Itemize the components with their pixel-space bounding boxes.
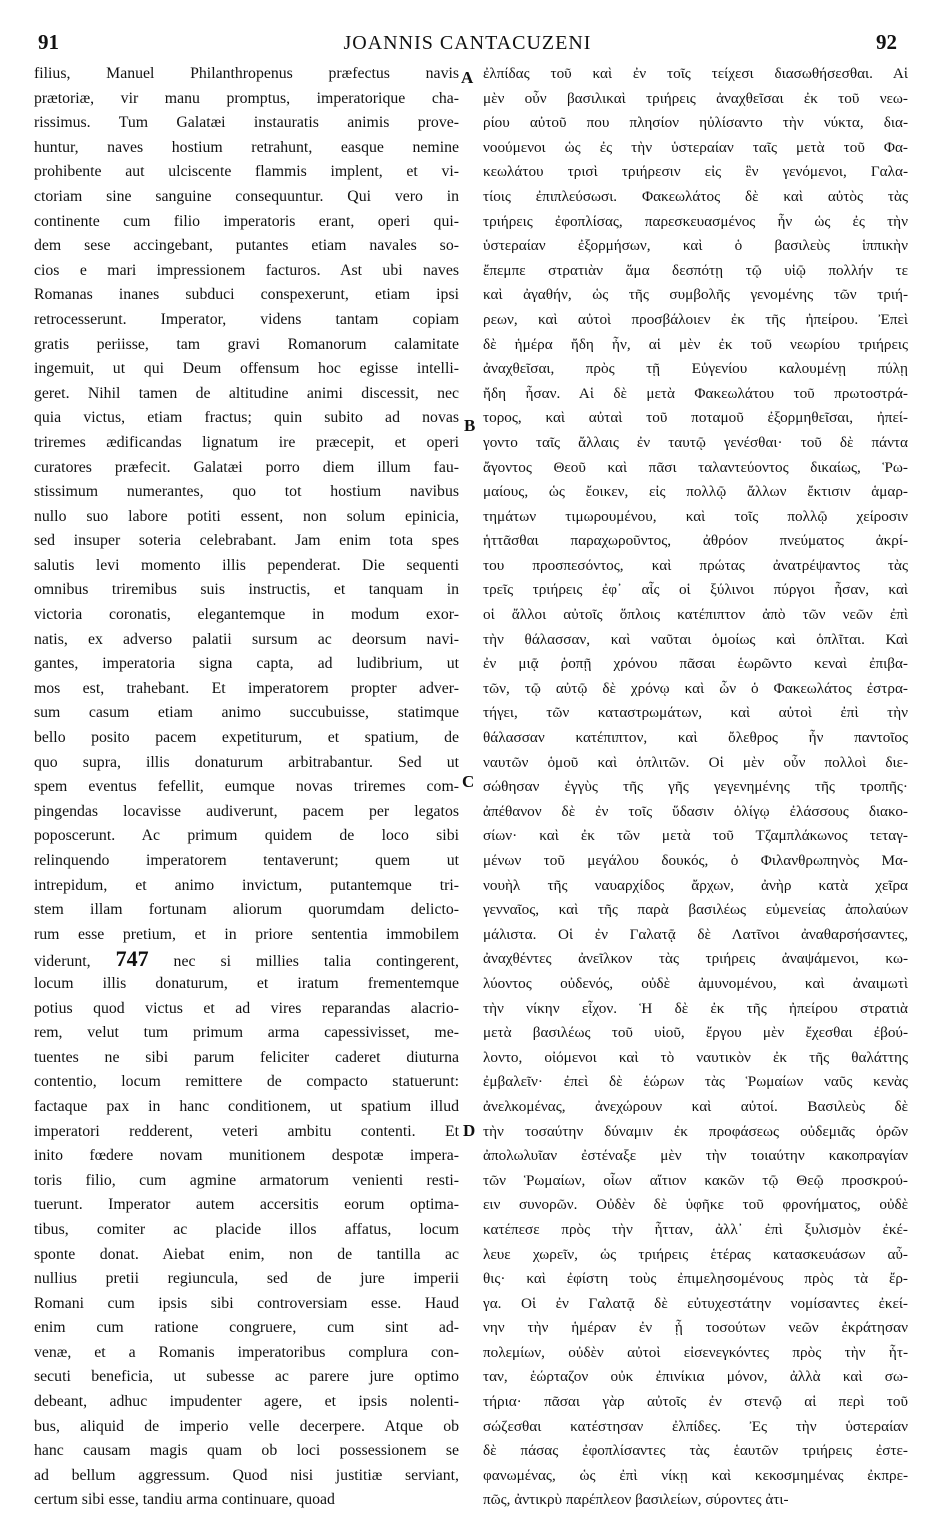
greek-text-line: τήγει, τῶν καταστρωμάτων, καὶ αὐτοὶ ἐπὶ τὴν [483,704,908,722]
greek-text-line: ειν συνορῶν. Οὐδὲν δὲ ὑφῆκε τοῦ φρονήματος, οὐδὲ [483,1196,908,1214]
latin-text-line: natis, ex adverso palatii sursum ac deorsum navi- [34,630,459,648]
latin-text-line: inito fœdere novam munitionem despotæ impera- [34,1147,459,1165]
latin-text-line: poposcerunt. Ac primum quidem de loco sibi [34,827,459,845]
latin-text-line: continente cum filio imperatoris erant, operi qui- [34,212,459,230]
greek-text-line: ἐλπίδας τοῦ καὶ ἐν τοῖς τείχεσι διασωθήσεσθαι. Αἱ [483,65,908,82]
latin-text-line: dem sese accingebant, putantes etiam navales so- [34,237,459,255]
greek-text-line: μετὰ βασιλέως τοῦ υἱοῦ, ἔργου μὲν ἔχεσθαι ἐβού- [483,1024,908,1042]
latin-text-line: viderunt, 747 nec si millies talia contingerent, [34,947,459,972]
latin-text-line: gratis periisse, tam gravi Romanorum calamitate [34,335,459,353]
greek-text-line: δὲ πάσας ἐφοπλίσαντες τὰς ἑαυτῶν τριήρεις ἐστε- [483,1442,908,1460]
latin-text-line: tuentes ne sibi parum feliciter caderet diuturna [34,1048,459,1066]
running-header [30,30,905,60]
greek-text-line: λοντο, οἰόμενοι καὶ τὸ ναυτικὸν ἐκ τῆς θαλάττης [483,1048,908,1066]
latin-text-line: sed insuper soteria celebrabant. Jam enim tota spes [34,532,459,550]
greek-column [483,62,908,1513]
latin-text-line: rissimus. Tum Galatæi instauratis animis prove- [34,114,459,132]
page-number-left: 91 [38,30,59,54]
greek-text-line: ἀπολωλυῖαν ἐστέναξε μὲν τὴν τοιαύτην κακοπραγίαν [483,1147,908,1165]
latin-text-line: sponte donat. Aiebat enim, non de tantilla ac [34,1245,459,1263]
greek-text-line: του προσπεσόντος, καὶ πρώτας ἀνατρέψαντος τὰς [483,556,908,574]
greek-text-line: λύοντος οὐδενός, οὐδὲ ἀμυνομένου, καὶ ἀναιμωτὶ [483,974,908,992]
greek-text-line: νουὴλ τῆς ναυαρχίδος ἄρχων, ἀνὴρ κατὰ χεῖρα [483,876,908,894]
latin-text-line: prohibente aut ulciscente flammis implent, et vi- [34,163,459,181]
greek-text-line: ἤδη ἦσαν. Αἱ δὲ μετὰ Φακεωλάτου τοῦ πρωτοστρά- [483,384,908,402]
margin-marker-c: C [462,772,475,791]
latin-text-line: factaque pax in hanc conditionem, ut spatium illud [34,1097,459,1115]
greek-text-line: τορος, καὶ αὐταὶ τοῦ ποταμοῦ ἐξορμηθεῖσαι, ἠπεί- [483,409,908,427]
greek-text-line: σίων· καὶ ἐκ τῶν μετὰ τοῦ Τζαμπλάκωνος τεταγ- [483,827,908,845]
greek-text-line: τῶν Ῥωμαίων, οἷων αἴτιον κακῶν τῷ Θεῷ προσκρού- [483,1171,908,1189]
latin-text-line: hanc causam magis quam ob loci possessionem se [34,1442,459,1460]
greek-text-line: τίοις ἐπιπλεύσωσι. Φακεωλάτος δὲ καὶ αὐτὸς τὰς [483,187,908,205]
latin-text-line: cios e mari impressionem facturos. Ast ubi naves [34,261,459,279]
greek-text-line: μαίους, ὡς ἔοικεν, εἰς πολλῷ ἄλλων ἔκτισιν ἁμαρ- [483,483,908,501]
greek-text-line: θις· καὶ ἐφίστη τοὺς ἐπιμελησομένους πρὸς τὰ ἔρ- [483,1270,908,1288]
greek-text-line: θάλασσαν κατέπιπτον, καὶ ὄλεθρος ἦν παντοῖος [483,729,908,747]
latin-text-line: tibus, comiter ac placide illos affatus, locum [34,1220,459,1238]
latin-text-line: gantes, imperatoria signa capta, ad ludibrium, ut [34,655,459,673]
latin-text-line: sum casum etiam animo succubuisse, statimque [34,704,459,722]
latin-text-line: ad bellum aggressum. Quod nisi justitiæ serviant, [34,1466,459,1484]
margin-marker-a: A [461,68,474,87]
latin-text-line: curatores præfecit. Galatæi porro diem illum fau- [34,458,459,476]
greek-text-line: οἱ ἄλλοι αὐτοῖς ὅπλοις κατέπιπτον ἀπὸ τῶν νεῶν ἐπὶ [483,606,908,624]
latin-text-line: rum esse pretium, et in priore sententia immobilem [34,925,459,943]
greek-text-line: πολεμίων, οὐδὲν αὐτοὶ εἰσενεγκόντες πρὸς τὴν ἧτ- [483,1343,908,1361]
latin-text-line: nullo suo labore potiti essent, non solum epinicia, [34,507,459,525]
latin-text-line: venæ, et a Romanis imperatoribus complura con- [34,1343,459,1361]
latin-text-line: ctoriam sine sanguine consequuntur. Qui vero in [34,187,459,205]
latin-text-line: rem, velut tum primum arma capessivisset, me- [34,1024,459,1042]
latin-text-line: intrepidum, et animo invictum, putantemque tri- [34,876,459,894]
greek-text-line: ἀναχθέντες ἀνεῖλκον τὰς τριήρεις ἀναψάμενοι, κω- [483,950,908,968]
greek-text-line: ἄγοντος Θεοῦ καὶ πᾶσι ταλαντεύοντος δικαίως, Ῥω- [483,458,908,476]
greek-text-line: τρεῖς τριήρεις ἐφ᾿ αἷς οἱ ξύλινοι πύργοι ἦσαν, καὶ [483,581,908,599]
margin-marker-d: D [463,1121,476,1140]
greek-text-line: σώθησαν ἐγγὺς τῆς γῆς γεγενημένης τῆς τροπῆς· [483,778,908,796]
latin-text-line: mos est, trahebant. Et imperatorem propter adver- [34,679,459,697]
greek-text-line: μένων τοῦ μεγάλου δουκός, ὁ Φιλανθρωπηνὸς Μα- [483,852,908,869]
greek-text-line: τὴν νίκην εἶχον. Ἡ δὲ ἐκ τῆς ἠπείρου στρατιὰ [483,999,908,1017]
latin-text-line: debeant, adhuc impudenter agere, et ipsis nolenti- [34,1393,459,1411]
greek-text-line: ταν, ἑώρταζον οὐκ ἐπινίκια μόνον, ἀλλὰ καὶ σω- [483,1368,908,1386]
latin-text-line: certum sibi esse, tandiu arma continuare, quoad [34,1491,335,1509]
greek-text-line: κατέπεσε πρὸς τὴν ἧτταν, ἀλλ᾿ ἐπὶ ξυλισμὸν ἐκέ- [483,1220,908,1238]
latin-text-line: retrocesserunt. Imperator, videns tantam copiam [34,310,459,328]
greek-text-line: ἀναχθεῖσαι, πρὸς τῇ Εὐγενίου καλουμένῃ πύλῃ [483,360,908,378]
greek-text-line: ἐμβαλεῖν· ἐπεὶ δὲ ἑώρων τὰς Ῥωμαίων ναῦς κενὰς [483,1073,908,1091]
latin-text-line: secuti beneficia, ut subesse ac parere jure optimo [34,1368,459,1386]
greek-text-line: δὲ ἡμέρα ἤδη ἦν, αἱ μὲν ἐκ τοῦ νεωρίου τριήρεις [483,335,908,353]
greek-text-line: γενναῖος, καὶ τῆς παρὰ βασιλέως εὐμενείας ἀπολαύων [483,901,908,919]
latin-column [34,62,459,1513]
latin-text-line: toris filio, cum agmine armatorum venienti resti- [34,1171,459,1189]
latin-text-line: filius, Manuel Philanthropenus præfectus navis [34,65,459,82]
greek-text-line: γοντο ταῖς ἄλλαις ἐν ταυτῷ γενέσθαι· τοῦ δὲ πάντα [483,433,908,451]
latin-text-line: stem illam fortunam aliorum quorumdam delicto- [34,901,459,919]
latin-text-line: imperatori redderent, veteri ambitu contenti. Et [34,1122,459,1140]
latin-text-line: relinquendo imperatorem tentaverunt; quem ut [34,852,459,869]
latin-text-line: enim cum ratione congruere, cum sint ad- [34,1319,459,1337]
latin-text-line: prætoriæ, vir manu promptus, imperatorique cha- [34,89,459,107]
latin-text-line: salutis levi momento illis pependerat. Die sequenti [34,556,459,574]
page-number-right: 92 [876,30,897,54]
greek-text-line: τὴν θάλασσαν, καὶ ναῦται ὁμοίως καὶ ὁπλῖται. Καὶ [483,630,908,648]
greek-text-line: τήρια· πᾶσαι γὰρ αὐτοῖς ἐν στενῷ αἱ περὶ τοῦ [483,1393,908,1411]
latin-text-line: Romanas inanes subduci conspexerunt, etiam ipsi [34,286,459,304]
greek-text-line: καὶ ἀγαθήν, ὡς τῆς συμβολῆς γενομένης τῶν τριή- [483,286,908,304]
greek-text-line: γα. Οἱ ἐν Γαλατᾷ δὲ εὐτυχεστάτην νομίσαντες ἐκεί- [483,1294,908,1312]
latin-text-line: contentio, locum remittere de compacto statuerunt: [34,1073,459,1091]
greek-text-line: τῶν, τῷ αὐτῷ δὲ χρόνῳ καὶ ὧν ὁ Φακεωλάτος ἐστρα- [483,679,908,697]
greek-text-line: ἐν μιᾷ ῥοπῇ χρόνου πᾶσαι ἑωρῶντο κεναὶ ἐπιβα- [483,655,908,673]
greek-text-line: φανωμένας, ὡς ἐπὶ νίκῃ καὶ κεκοσμημένας ἐκπρε- [483,1466,908,1484]
greek-text-line: σώζεσθαι κατέστησαν ἐλπίδες. Ἐς τὴν ὑστεραίαν [483,1417,908,1435]
latin-text-line: quo supra, illis donaturum arbitrabantur. Sed ut [34,753,459,771]
latin-text-line: stissimum numerantes, quo tot hostium navibus [34,483,459,501]
latin-text-line: quia victus, etiam fractus; quin subito ad novas [34,409,459,427]
greek-text-line: ἀπέθανον δὲ ἐν τοῖς ὕδασιν ὀλίγῳ ἐλάσσους διακο- [483,802,908,820]
latin-text-line: bello posito pacem expetiturum, et spatium, de [34,729,459,747]
greek-text-line: ὑστεραίαν ἐξορμήσων, καὶ ὁ βασιλεὺς ἱππικὴν [483,237,908,255]
latin-text-line: Romani cum ipsis sibi controversiam esse. Haud [34,1294,459,1312]
greek-text-line: πῶς, ἀντικρὺ παρέπλεον βασιλείων, σύροντες ἀτι- [483,1491,789,1509]
margin-marker-b: B [464,416,476,435]
latin-text-line: ingemuit, ut qui Deum offensum hoc egisse intelli- [34,360,459,378]
latin-text-line: spem eventus fefellit, eumque novas triremes com- [34,778,459,796]
greek-text-line: τὴν τοσαύτην δύναμιν ἐκ προφάσεως οὐδεμιᾶς ὁρῶν [483,1122,908,1140]
greek-text-line: ρεων, καὶ αὐτοὶ προσβάλοιεν ἐκ τῆς ἠπείρου. Ἐπεὶ [483,310,908,328]
latin-text-line: huntur, naves hostium retrahunt, easque nemine [34,138,459,156]
greek-text-line: τημάτων τιμωρουμένου, καὶ τοῖς πολλῷ χείροσιν [483,507,908,525]
latin-text-line: locum illis donaturum, et iratum frementemque [34,974,459,992]
greek-text-line: μάλιστα. Οἱ ἐν Γαλατᾷ δὲ Λατῖνοι ἀναθαρσήσαντες, [483,925,908,943]
greek-text-line: ναυτῶν ὁμοῦ καὶ ὁπλιτῶν. Οἱ μὲν οὖν πολλοὶ διε- [483,753,908,771]
latin-text-line: triremes ædificandas lignatum ire præcepit, et operi [34,433,459,451]
greek-text-line: ἔπεμπε στρατιὰν ἅμα δεσπότῃ τῷ υἱῷ πολλήν τε [483,261,908,279]
greek-text-line: μὲν οὖν βασιλικαὶ τριήρεις ἀναχθεῖσαι ἐκ τοῦ νεω- [483,89,908,107]
greek-text-line: λευε χωρεῖν, ὡς τριήρεις ἑτέρας κατασκευάσων αὖ- [483,1245,908,1263]
latin-text-line: victoria coronatis, elegantemque in modum exor- [34,606,459,624]
latin-text-line: potius quod victus et ad vires reparandas alacrio- [34,999,459,1017]
latin-text-line: pingendas locavisse audiverunt, pacem per legatos [34,802,459,820]
latin-text-line: nullius pretii regiuncula, sed de jure imperii [34,1270,459,1288]
greek-text-line: κεωλάτου τρισὶ τριήρεσιν εἰς ἓν γενόμενοι, Γαλα- [483,163,908,181]
latin-text-line: tuerunt. Imperator autem accersitis eorum optima- [34,1196,459,1214]
latin-text-line: omnibus triremibus suis instructis, et tanquam in [34,581,459,599]
latin-text-line: geret. Nihil tamen de altitudine animi discessit, nec [34,384,459,402]
greek-text-line: τριήρεις ἐφοπλίσας, παρεσκευασμένος ἦν ὡς ἐς τὴν [483,212,908,230]
greek-text-line: ρίου αὐτοῦ που πλησίον ηὐλίσαντο τὴν νύκτα, δια- [483,114,908,132]
greek-text-line: ἡττᾶσθαι παραχωροῦντος, ἀθρόον πνεύματος ἀκρί- [483,532,908,550]
greek-text-line: νην τὴν ἡμέραν ἐν ᾗ τοσούτων νεῶν ἐκράτησαν [483,1319,908,1337]
greek-text-line: νοούμενοι ὡς ἐς τὴν ὑστεραίαν ταῖς μετὰ τοῦ Φα- [483,138,908,156]
latin-text-line: bus, aliquid de imperio velle decerpere. Atque ob [34,1417,459,1435]
greek-text-line: ἀνελκομένας, ἀνεχώρουν καὶ αὐτοί. Βασιλεὺς δὲ [483,1097,908,1115]
running-title: JOANNIS CANTACUZENI [343,32,592,54]
